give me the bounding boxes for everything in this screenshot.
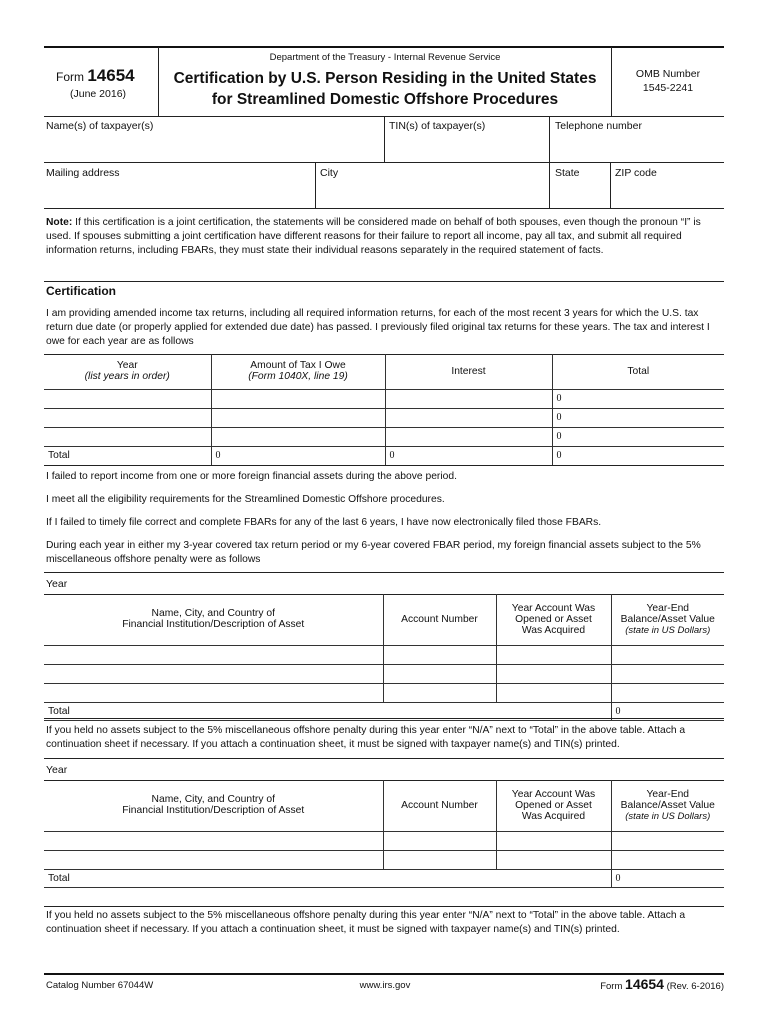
- year-opened-cell[interactable]: [496, 664, 611, 683]
- total-amount-cell: 0: [211, 446, 385, 465]
- year-opened-cell[interactable]: [496, 850, 611, 869]
- year-opened-cell[interactable]: [496, 645, 611, 664]
- omb-number: 1545-2241: [642, 82, 694, 94]
- balance-cell[interactable]: [611, 831, 724, 850]
- account-number-cell[interactable]: [383, 831, 496, 850]
- account-number-column-header: Account Number: [383, 594, 496, 645]
- form-title-line1: Certification by U.S. Person Residing in the United States: [173, 70, 597, 87]
- interest-column-header: Interest: [385, 354, 552, 389]
- balance-cell[interactable]: [611, 683, 724, 702]
- table-row: [44, 645, 724, 664]
- asset-table-header: [44, 780, 724, 831]
- fields-bottom-rule: [44, 208, 724, 209]
- asset-table-1-bottom-rule: [44, 718, 724, 719]
- account-number-cell[interactable]: [383, 664, 496, 683]
- year-opened-cell[interactable]: [496, 683, 611, 702]
- interest-cell[interactable]: [385, 427, 552, 446]
- interest-cell[interactable]: [385, 389, 552, 408]
- total-label: Total: [44, 446, 211, 465]
- account-number-cell[interactable]: [383, 850, 496, 869]
- account-number-cell[interactable]: [383, 683, 496, 702]
- field-divider: [384, 116, 385, 162]
- row-total-cell: 0: [552, 389, 724, 408]
- telephone-field[interactable]: [555, 132, 723, 160]
- field-divider: [549, 162, 550, 208]
- catalog-number: Catalog Number 67044W: [46, 980, 154, 991]
- total-label: Total: [44, 702, 383, 720]
- asset-table-2: [44, 780, 724, 888]
- year-column-header: Year (list years in order): [44, 354, 211, 389]
- asset-total-cell: 0: [611, 869, 724, 887]
- institution-cell[interactable]: [44, 831, 383, 850]
- balance-column-header: Year-End Balance/Asset Value (state in US Dollars): [611, 780, 724, 831]
- grand-total-cell: 0: [552, 446, 724, 465]
- asset-table-2-year-label: Year: [46, 764, 68, 776]
- year-opened-column-header: Year Account Was Opened or Asset Was Acquired: [496, 594, 611, 645]
- amount-column-header: Amount of Tax I Owe (Form 1040X, line 19): [211, 354, 385, 389]
- names-field[interactable]: [46, 132, 382, 160]
- tin-field[interactable]: [389, 132, 547, 160]
- telephone-label: Telephone number: [555, 120, 642, 132]
- irs-website-link[interactable]: www.irs.gov: [359, 980, 411, 991]
- row-total-cell: 0: [552, 427, 724, 446]
- total-label: Total: [44, 869, 383, 887]
- tax-table: [44, 354, 724, 466]
- header-divider-left: [158, 47, 159, 116]
- certification-heading: Certification: [46, 284, 117, 298]
- field-row-rule: [44, 162, 724, 163]
- note-paragraph: [46, 216, 722, 258]
- asset-table-header: [44, 594, 724, 645]
- zip-label: ZIP code: [615, 167, 657, 179]
- year-opened-column-header: Year Account Was Opened or Asset Was Acquired: [496, 780, 611, 831]
- asset-table-2-top-rule: [44, 758, 724, 759]
- balance-cell[interactable]: [611, 664, 724, 683]
- asset-table-2-footnote: If you held no assets subject to the 5% miscellaneous offshore penalty during this year enter “N/A” next to “Total” in the above table. Attach a continuation sheet if necessary. If you attach a continuation sheet, it must be signed with taxpayer name(s) and TIN(s) printed.: [46, 910, 686, 935]
- state-field[interactable]: [555, 180, 607, 206]
- note-text: If this certification is a joint certification, the statements will be considered made on behalf of both spouses, even though the pronoun “I” is used. If spouses submitting a joint certification have different reasons for their failure to report all income, pay all tax, and submit all required information returns, including FBARs, they must state their individual reasons separately in the required statement of facts.: [46, 217, 701, 256]
- department-name: Department of the Treasury - Internal Revenue Service: [269, 52, 501, 63]
- total-interest-cell: 0: [385, 446, 552, 465]
- names-label: Name(s) of taxpayer(s): [46, 120, 154, 132]
- table-row: [44, 389, 724, 408]
- institution-column-header: Name, City, and Country of Financial Institution/Description of Asset: [44, 594, 383, 645]
- statement-eligibility: I meet all the eligibility requirements for the Streamlined Domestic Offshore procedures.: [46, 494, 445, 505]
- institution-cell[interactable]: [44, 664, 383, 683]
- field-divider: [315, 162, 316, 208]
- empty-cell: [496, 869, 611, 887]
- state-label: State: [555, 167, 580, 179]
- asset-table-1-year-field[interactable]: [80, 574, 380, 592]
- statement-foreign-assets: During each year in either my 3-year covered tax return period or my 6-year covered FBAR period, my foreign financial assets subject to the 5% miscellaneous offshore penalty were as follows: [46, 540, 701, 565]
- institution-cell[interactable]: [44, 683, 383, 702]
- tin-label: TIN(s) of taxpayer(s): [389, 120, 486, 132]
- year-cell[interactable]: [44, 427, 211, 446]
- asset-table-1: [44, 594, 724, 721]
- footer-form-label: Form 14654 (Rev. 6-2016): [600, 976, 724, 992]
- statement-failed-to-report: I failed to report income from one or more foreign financial assets during the above period.: [46, 471, 457, 482]
- zip-field[interactable]: [615, 180, 723, 206]
- amount-cell[interactable]: [211, 408, 385, 427]
- balance-column-header: Year-End Balance/Asset Value (state in US Dollars): [611, 594, 724, 645]
- table-row: [44, 850, 724, 869]
- tax-table-bottom-rule: [44, 465, 724, 466]
- statement-fbars: If I failed to timely file correct and complete FBARs for any of the last 6 years, I have now electronically filed those FBARs.: [46, 517, 602, 528]
- certification-rule: [44, 281, 724, 282]
- institution-cell[interactable]: [44, 850, 383, 869]
- asset-table-total-row: [44, 869, 724, 887]
- note-label: Note:: [46, 217, 73, 228]
- mailing-address-label: Mailing address: [46, 167, 120, 179]
- asset-table-1-footnote: If you held no assets subject to the 5% miscellaneous offshore penalty during this year enter “N/A” next to “Total” in the above table. Attach a continuation sheet if necessary. If you attach a continuation sheet, it must be signed with taxpayer name(s) and TIN(s) printed.: [46, 725, 686, 750]
- asset-table-1-top-rule: [44, 572, 724, 573]
- form-date: (June 2016): [70, 88, 127, 100]
- asset-table-1-year-label: Year: [46, 578, 68, 590]
- table-row: [44, 831, 724, 850]
- footer-rule: [44, 973, 724, 975]
- total-column-header: Total: [552, 354, 724, 389]
- field-divider: [549, 116, 550, 162]
- table-row: [44, 427, 724, 446]
- header-top-rule: [44, 46, 724, 48]
- institution-column-header: Name, City, and Country of Financial Institution/Description of Asset: [44, 780, 383, 831]
- amount-cell[interactable]: [211, 427, 385, 446]
- year-cell[interactable]: [44, 408, 211, 427]
- tax-table-total-row: [44, 446, 724, 465]
- city-label: City: [320, 167, 339, 179]
- city-field[interactable]: [320, 180, 546, 206]
- table-row: [44, 664, 724, 683]
- row-total-cell: 0: [552, 408, 724, 427]
- amount-cell[interactable]: [211, 389, 385, 408]
- omb-label: OMB Number: [635, 68, 701, 80]
- form-label: Form 14654: [56, 66, 135, 85]
- certification-intro: I am providing amended income tax returns, including all required information returns, for each of the most recent 3 years for which the U.S. tax return due date (or properly applied for extended due date) has passed. I previously filed original tax returns for these years. The tax and interest I owe for each year are as follows: [46, 308, 710, 347]
- mailing-address-field[interactable]: [46, 180, 312, 206]
- table-row: [44, 408, 724, 427]
- year-opened-cell[interactable]: [496, 831, 611, 850]
- asset-table-2-year-field[interactable]: [80, 760, 380, 778]
- account-number-column-header: Account Number: [383, 780, 496, 831]
- institution-cell[interactable]: [44, 645, 383, 664]
- interest-cell[interactable]: [385, 408, 552, 427]
- account-number-cell[interactable]: [383, 645, 496, 664]
- asset-table-2-bottom-rule: [44, 906, 724, 907]
- year-cell[interactable]: [44, 389, 211, 408]
- table-row: [44, 683, 724, 702]
- balance-cell[interactable]: [611, 645, 724, 664]
- empty-cell: [383, 869, 496, 887]
- asset-total-cell: 0: [611, 702, 724, 720]
- field-divider: [610, 162, 611, 208]
- balance-cell[interactable]: [611, 850, 724, 869]
- tax-table-header: [44, 354, 724, 389]
- form-title-line2: for Streamlined Domestic Offshore Procedures: [211, 91, 559, 108]
